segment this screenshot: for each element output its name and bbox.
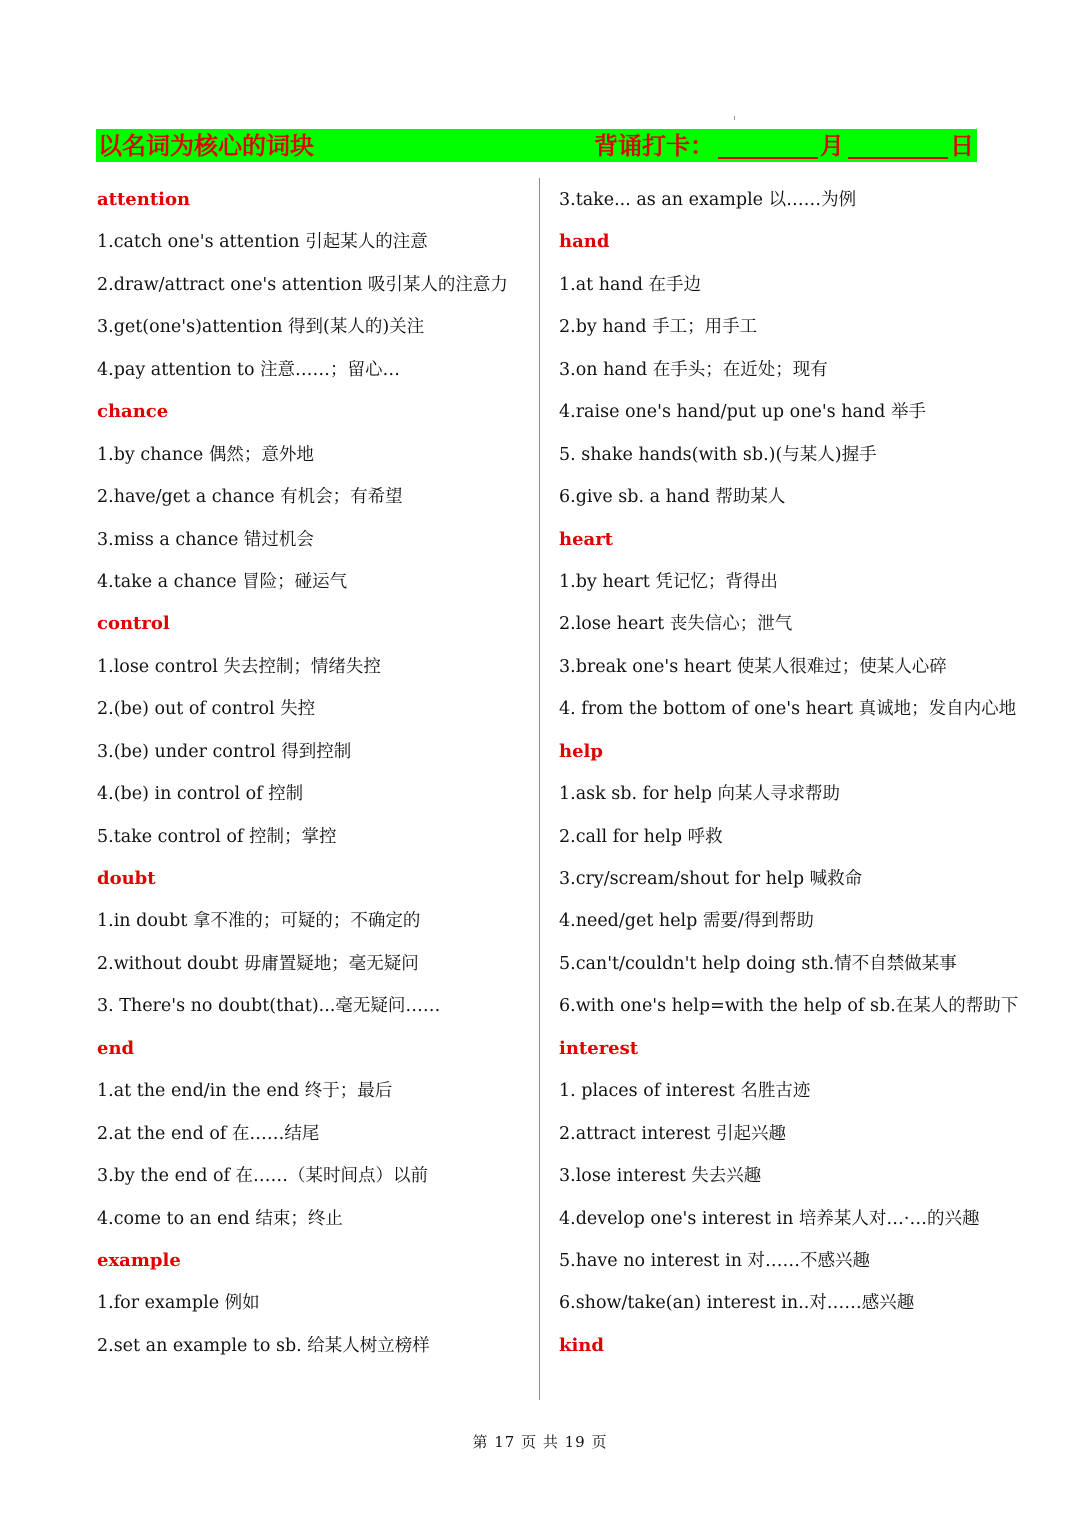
phrase-item: 1.by heart 凭记忆；背得出 [559, 571, 778, 592]
left-column [97, 179, 527, 1367]
day-blank [848, 133, 948, 159]
scan-mark [734, 116, 735, 120]
phrase-item: 3.by the end of 在……（某时间点）以前 [97, 1166, 429, 1187]
phrase-item: 2.without doubt 毋庸置疑地；毫无疑问 [97, 953, 419, 974]
phrase-item: 2.lose heart 丧失信心；泄气 [559, 614, 793, 635]
checkin-label: 背诵打卡： [594, 131, 714, 160]
phrase-item: 3.break one's heart 使某人很难过；使某人心碎 [559, 656, 947, 677]
phrase-item: 1.by chance 偶然；意外地 [97, 444, 314, 465]
phrase-item: 3.take... as an example 以……为例 [559, 190, 857, 210]
phrase-item: 4.raise one's hand/put up one's hand 举手 [559, 402, 926, 423]
phrase-item: 2.call for help 呼救 [559, 826, 723, 847]
headword: interest [559, 1037, 639, 1059]
headword: heart [559, 528, 613, 550]
phrase-item: 5.take control of 控制；掌控 [97, 826, 337, 847]
phrase-item: 3.(be) under control 得到控制 [97, 741, 352, 762]
phrase-item: 2.by hand 手工；用手工 [559, 317, 758, 338]
headword: chance [97, 401, 169, 423]
phrase-item: 1.at hand 在手边 [559, 274, 701, 295]
column-divider [539, 178, 540, 1400]
phrase-item: 4.need/get help 需要/得到帮助 [559, 911, 814, 932]
phrase-item: 3.miss a chance 错过机会 [97, 529, 314, 550]
phrase-item: 4.(be) in control of 控制 [97, 784, 304, 805]
headword: hand [559, 231, 610, 253]
phrase-item: 2.draw/attract one's attention 吸引某人的注意力 [97, 274, 508, 295]
section-header-bar [96, 129, 977, 162]
phrase-item: 1.lose control 失去控制；情绪失控 [97, 656, 381, 677]
phrase-item: 3.lose interest 失去兴趣 [559, 1166, 762, 1187]
phrase-item: 4.develop one's interest in 培养某人对…·…的兴趣 [559, 1208, 980, 1229]
phrase-item: 5.have no interest in 对……不感兴趣 [559, 1250, 871, 1271]
phrase-item: 3.on hand 在手头；在近处；现有 [559, 359, 828, 380]
phrase-item: 2.have/get a chance 有机会；有希望 [97, 487, 403, 508]
phrase-item: 6.give sb. a hand 帮助某人 [559, 487, 786, 508]
month-label: 月 [820, 131, 844, 160]
page-footer: 第 17 页 共 19 页 [472, 1433, 608, 1451]
phrase-item: 1.catch one's attention 引起某人的注意 [97, 232, 428, 253]
phrase-item: 1.at the end/in the end 终于；最后 [97, 1081, 393, 1102]
headword: doubt [97, 868, 156, 889]
phrase-item: 2.set an example to sb. 给某人树立榜样 [97, 1335, 430, 1356]
phrase-item: 6.show/take(an) interest in..对……感兴趣 [559, 1293, 915, 1314]
phrase-item: 5.can't/couldn't help doing sth.情不自禁做某事 [559, 953, 957, 974]
phrase-item: 6.with one's help=with the help of sb.在某人的帮助下 [559, 996, 1019, 1017]
phrase-item: 4.take a chance 冒险；碰运气 [97, 571, 348, 592]
headword: control [97, 613, 170, 635]
phrase-item: 5. shake hands(with sb.)(与某人)握手 [559, 444, 877, 465]
headword: end [97, 1037, 135, 1059]
phrase-item: 1. places of interest 名胜古迹 [559, 1081, 811, 1102]
phrase-item: 2.attract interest 引起兴趣 [559, 1123, 786, 1144]
phrase-item: 4.come to an end 结束；终止 [97, 1208, 343, 1229]
phrase-item: 3. There's no doubt(that)...毫无疑问…… [97, 996, 441, 1017]
phrase-item: 2.at the end of 在……结尾 [97, 1123, 320, 1144]
phrase-item: 4. from the bottom of one's heart 真诚地；发自内心地 [559, 699, 1017, 720]
recitation-checkin [594, 129, 974, 162]
section-title: 以名词为核心的词块 [98, 131, 314, 160]
headword: help [559, 740, 603, 762]
phrase-item: 3.get(one's)attention 得到(某人的)关注 [97, 317, 425, 338]
phrase-item: 1.ask sb. for help 向某人寻求帮助 [559, 784, 841, 805]
month-blank [718, 133, 818, 159]
phrase-item: 3.cry/scream/shout for help 喊救命 [559, 869, 863, 889]
right-column [559, 179, 1039, 1367]
phrase-item: 1.in doubt 拿不准的；可疑的；不确定的 [97, 911, 421, 932]
headword: kind [559, 1334, 604, 1356]
phrase-item: 4.pay attention to 注意……；留心… [97, 359, 401, 380]
phrase-item: 1.for example 例如 [97, 1293, 260, 1314]
day-label: 日 [950, 131, 974, 160]
headword: attention [97, 189, 191, 210]
phrase-item: 2.(be) out of control 失控 [97, 699, 316, 720]
headword: example [97, 1249, 181, 1271]
